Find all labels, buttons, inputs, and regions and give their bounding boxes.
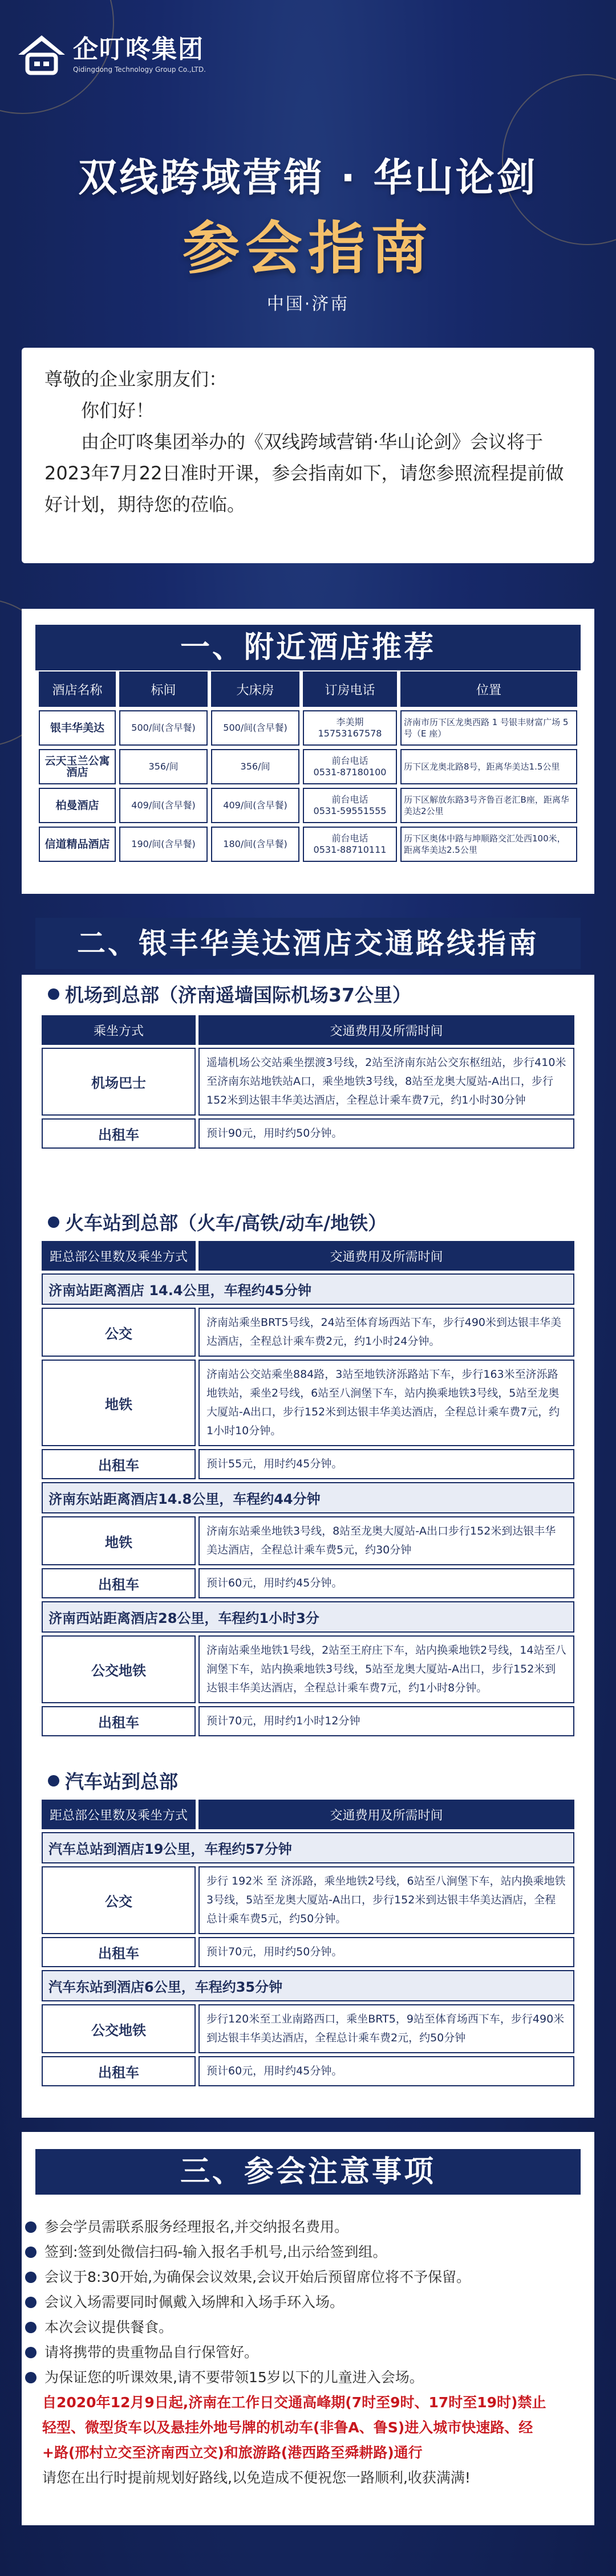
hotel-row bbox=[39, 749, 577, 784]
route-detail: 预计70元，用时约1小时12分钟 bbox=[198, 1706, 574, 1736]
airport-title: 机场到总部（济南遥墙国际机场37公里） bbox=[65, 984, 411, 1006]
note-item bbox=[23, 2340, 557, 2365]
bullet-icon bbox=[25, 2247, 37, 2258]
notes-heading: 三、参会注意事项 bbox=[35, 2149, 581, 2195]
route-detail: 济南站公交站乘坐884路，3站至地铁济泺路站下车，步行163米至济泺路地铁站，乘坐2号线，6站至八涧堡下车，站内换乘地铁3号线，5站至龙奥大厦站-A出口，步行152米到达银丰华美达酒店，全程总计乘车费7元，约1小时10分钟。 bbox=[198, 1360, 574, 1446]
route-detail: 步行 192米 至 济泺路，乘坐地铁2号线，6站至八涧堡下车，站内换乘地铁3号线，5站至龙奥大厦站-A出口，步行152米到达银丰华美达酒店，全程总计乘车费5元，约50分钟。 bbox=[198, 1866, 574, 1934]
route-col-header: 交通费用及所需时间 bbox=[198, 1015, 574, 1045]
page-subtitle: 参会指南 bbox=[183, 215, 433, 282]
logo-subtext: Qidingdong Technology Group Co.,LTD. bbox=[73, 66, 206, 74]
route-mode: 出租车 bbox=[42, 1568, 196, 1598]
bus-table bbox=[39, 1797, 577, 2089]
train-section-title bbox=[48, 1208, 387, 1235]
hotel-standard-price: 356/间 bbox=[119, 749, 208, 784]
hotel-location: 历下区解放东路3号齐鲁百老汇B座，距离华美达2公里 bbox=[400, 788, 577, 823]
note-text: 参会学员需联系服务经理报名,并交纳报名费用。 bbox=[44, 2219, 348, 2235]
route-mode: 公交 bbox=[42, 1866, 196, 1934]
route-mode: 公交地铁 bbox=[42, 1635, 196, 1703]
bus-section-title bbox=[48, 1767, 178, 1794]
note-text: 签到:签到处微信扫码-输入报名手机号,出示给签到组。 bbox=[44, 2244, 387, 2260]
route-row bbox=[42, 1937, 574, 1967]
route-col-header: 距总部公里数及乘坐方式 bbox=[42, 1800, 196, 1829]
hotel-name: 信道精品酒店 bbox=[39, 827, 116, 862]
train-title: 火车站到总部（火车/高铁/动车/地铁） bbox=[65, 1212, 387, 1234]
bus-title: 汽车站到总部 bbox=[65, 1771, 178, 1793]
hotel-phone: 前台电话 0531-88710111 bbox=[303, 827, 397, 862]
bullet-icon bbox=[48, 988, 59, 1000]
route-group-title: 济南东站距离酒店14.8公里，车程约44分钟 bbox=[42, 1482, 574, 1513]
bullet-icon bbox=[25, 2347, 37, 2358]
hotel-king-price: 180/间(含早餐) bbox=[211, 827, 299, 862]
hotel-row bbox=[39, 710, 577, 746]
hotel-standard-price: 409/间(含早餐) bbox=[119, 788, 208, 823]
traffic-warning: 自2020年12月9日起,济南在工作日交通高峰期(7时至9时、17时至19时)禁止轻型、微型货车以及悬挂外地号牌的机动车(非鲁A、鲁S)进入城市快速路、经+路(邢村立交至济南西立交)和旅游路(港西路至舜耕路)通行 bbox=[42, 2394, 546, 2461]
intro-card bbox=[22, 348, 594, 563]
note-item bbox=[23, 2240, 557, 2265]
route-row bbox=[42, 2056, 574, 2086]
route-row bbox=[42, 1866, 574, 1934]
company-logo bbox=[16, 32, 206, 78]
bullet-icon bbox=[48, 1216, 59, 1228]
route-detail: 步行120米至工业南路西口，乘坐BRT5，9站至体育场西下车，步行490米到达银丰华美达酒店，全程总计乘车费2元，约50分钟 bbox=[198, 2004, 574, 2053]
route-col-header: 乘坐方式 bbox=[42, 1015, 196, 1045]
hotel-standard-price: 500/间(含早餐) bbox=[119, 710, 208, 746]
route-row bbox=[42, 1706, 574, 1736]
note-item bbox=[23, 2290, 557, 2315]
hotel-col-header: 标间 bbox=[119, 672, 208, 707]
route-mode: 地铁 bbox=[42, 1516, 196, 1565]
intro-greeting: 尊敬的企业家朋友们： bbox=[44, 368, 228, 390]
note-text: 为保证您的听课效果,请不要带领15岁以下的儿童进入会场。 bbox=[44, 2369, 424, 2386]
route-mode: 公交地铁 bbox=[42, 2004, 196, 2053]
hotel-row bbox=[39, 788, 577, 823]
route-group-title: 济南西站距离酒店28公里，车程约1小时3分 bbox=[42, 1601, 574, 1633]
route-detail: 预计60元，用时约45分钟。 bbox=[198, 2056, 574, 2086]
bullet-icon bbox=[25, 2272, 37, 2283]
note-text: 本次会议提供餐食。 bbox=[44, 2319, 173, 2335]
note-item bbox=[23, 2265, 557, 2290]
hotel-location: 历下区奥体中路与坤顺路交汇处西100米，距离华美达2.5公里 bbox=[400, 827, 577, 862]
hotel-name: 柏曼酒店 bbox=[39, 788, 116, 823]
hotel-heading: 一、附近酒店推荐 bbox=[35, 625, 581, 670]
route-col-header: 交通费用及所需时间 bbox=[198, 1800, 574, 1829]
hotel-phone: 前台电话 0531-87180100 bbox=[303, 749, 397, 784]
intro-body: 由企叮咚集团举办的《双线跨域营销·华山论剑》会议将于2023年7月22日准时开课，参会指南如下，请您参照流程提前做好计划，期待您的莅临。 bbox=[44, 431, 564, 515]
route-mode: 出租车 bbox=[42, 1118, 196, 1149]
route-detail: 遥墙机场公交站乘坐摆渡3号线，2站至济南东站公交东枢纽站，步行410米至济南东站地铁站A口，乘坐地铁3号线，8站至龙奥大厦站-A出口，步行152米到达银丰华美达酒店，全程总计乘车费7元，约1小时30分钟 bbox=[198, 1048, 574, 1116]
hotel-row bbox=[39, 827, 577, 862]
route-row bbox=[42, 1449, 574, 1479]
note-text: 请将携带的贵重物品自行保管好。 bbox=[44, 2344, 259, 2361]
route-row bbox=[42, 1516, 574, 1565]
route-mode: 地铁 bbox=[42, 1360, 196, 1446]
route-detail: 济南东站乘坐地铁3号线，8站至龙奥大厦站-A出口步行152米到达银丰华美达酒店，全程总计乘车费5元，约30分钟 bbox=[198, 1516, 574, 1565]
note-text: 会议于8:30开始,为确保会议效果,会议开始后预留席位将不予保留。 bbox=[44, 2269, 471, 2285]
hotel-name: 银丰华美达 bbox=[39, 710, 116, 746]
page-title: 双线跨域营销 · 华山论剑 bbox=[78, 156, 538, 201]
hotel-king-price: 500/间(含早餐) bbox=[211, 710, 299, 746]
route-mode: 出租车 bbox=[42, 2056, 196, 2086]
hotel-standard-price: 190/间(含早餐) bbox=[119, 827, 208, 862]
routes-panel bbox=[22, 975, 594, 2118]
route-group-title: 济南站距离酒店 14.4公里，车程约45分钟 bbox=[42, 1273, 574, 1305]
hotel-phone: 李美期15753167578 bbox=[303, 710, 397, 746]
note-text: 会议入场需要同时佩戴入场牌和入场手环入场。 bbox=[44, 2294, 345, 2310]
bullet-icon bbox=[25, 2322, 37, 2333]
airport-table bbox=[39, 1012, 577, 1151]
hotel-panel bbox=[22, 609, 594, 894]
route-mode: 出租车 bbox=[42, 1706, 196, 1736]
route-detail: 预计90元，用时约50分钟。 bbox=[198, 1118, 574, 1149]
hotel-king-price: 356/间 bbox=[211, 749, 299, 784]
route-group-title: 汽车总站到酒店19公里，车程约57分钟 bbox=[42, 1832, 574, 1863]
route-row bbox=[42, 1360, 574, 1446]
logo-text: 企叮咚集团 bbox=[73, 35, 204, 64]
route-detail: 济南站乘坐地铁1号线，2站至王府庄下车，站内换乘地铁2号线，14站至八涧堡下车，站内换乘地铁3号线，5站至龙奥大厦站-A出口，步行152米到达银丰华美达酒店，全程总计乘车费7元，约1小时8分钟。 bbox=[198, 1635, 574, 1703]
hotel-table bbox=[35, 668, 581, 865]
route-detail: 济南站乘坐BRT5号线，24站至体育场西站下车，步行490米到达银丰华美达酒店，全程总计乘车费2元，约1小时24分钟。 bbox=[198, 1308, 574, 1357]
hotel-phone: 前台电话 0531-59551555 bbox=[303, 788, 397, 823]
hotel-king-price: 409/间(含早餐) bbox=[211, 788, 299, 823]
route-col-header: 交通费用及所需时间 bbox=[198, 1241, 574, 1271]
route-mode: 机场巴士 bbox=[42, 1048, 196, 1116]
notes-list bbox=[23, 2215, 557, 2490]
route-mode: 出租车 bbox=[42, 1937, 196, 1967]
bullet-icon bbox=[25, 2372, 37, 2383]
route-detail: 预计60元，用时约45分钟。 bbox=[198, 1568, 574, 1598]
bullet-icon bbox=[25, 2297, 37, 2308]
hotel-col-header: 大床房 bbox=[211, 672, 299, 707]
route-mode: 出租车 bbox=[42, 1449, 196, 1479]
note-item bbox=[23, 2215, 557, 2240]
route-row bbox=[42, 2004, 574, 2053]
route-col-header: 距总部公里数及乘坐方式 bbox=[42, 1241, 196, 1271]
note-item bbox=[23, 2315, 557, 2340]
note-item bbox=[23, 2365, 557, 2390]
airport-section-title bbox=[48, 980, 411, 1007]
bullet-icon bbox=[48, 1775, 59, 1786]
hotel-col-header: 位置 bbox=[400, 672, 577, 707]
route-row bbox=[42, 1308, 574, 1357]
route-group-title: 汽车东站到酒店6公里，车程约35分钟 bbox=[42, 1970, 574, 2001]
route-detail: 预计55元，用时约45分钟。 bbox=[198, 1449, 574, 1479]
hotel-col-header: 订房电话 bbox=[303, 672, 397, 707]
intro-hello: 你们好！ bbox=[81, 400, 155, 421]
hotel-name: 云天玉兰公寓酒店 bbox=[39, 749, 116, 784]
route-row bbox=[42, 1118, 574, 1149]
hotel-location: 历下区龙奥北路8号，距离华美达1.5公里 bbox=[400, 749, 577, 784]
routes-heading: 二、银丰华美达酒店交通路线指南 bbox=[35, 918, 581, 969]
route-detail: 预计70元，用时约50分钟。 bbox=[198, 1937, 574, 1967]
location: 中国·济南 bbox=[266, 294, 350, 314]
closing-note: 请您在出行时提前规划好路线,以免造成不便祝您一路顺利,收获满满! bbox=[42, 2469, 471, 2486]
route-row bbox=[42, 1635, 574, 1703]
hotel-location: 济南市历下区龙奥西路 1 号银丰财富广场 5 号（E 座） bbox=[400, 710, 577, 746]
train-table bbox=[39, 1238, 577, 1739]
house-logo-icon bbox=[16, 32, 67, 78]
route-row bbox=[42, 1568, 574, 1598]
route-mode: 公交 bbox=[42, 1308, 196, 1357]
bullet-icon bbox=[25, 2221, 37, 2233]
route-row bbox=[42, 1048, 574, 1116]
hotel-col-header: 酒店名称 bbox=[39, 672, 116, 707]
